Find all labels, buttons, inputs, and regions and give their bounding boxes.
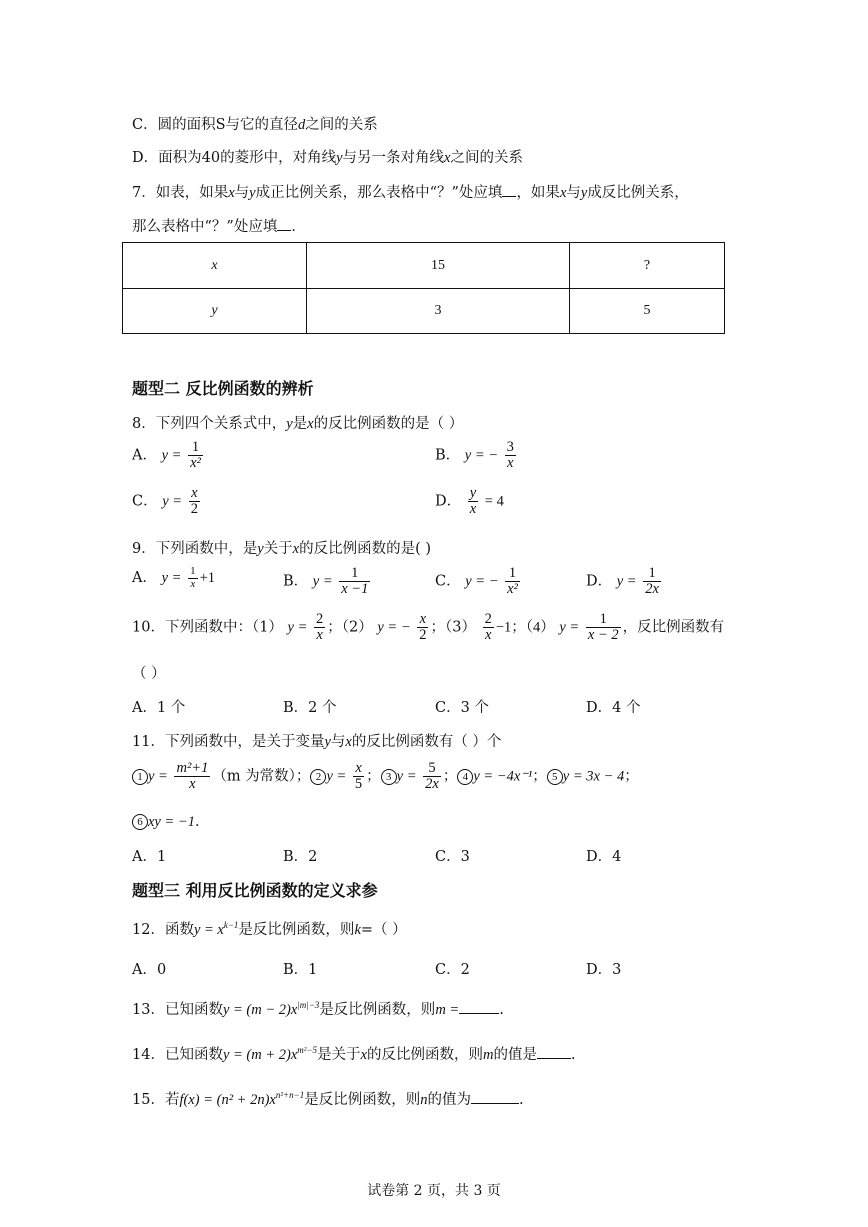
q9-stem-c: 关于 [263, 541, 293, 557]
q10-paren: （ ） [132, 666, 166, 682]
denominator: 2 [419, 627, 427, 644]
option-label: A． [132, 570, 157, 587]
q11-option-d[interactable]: D．4 [586, 849, 622, 865]
q9-stem-e: 的反比例函数的是( ) [299, 541, 432, 557]
q10-stem-a: 10．下列函数中：（1） [132, 619, 283, 636]
denominator: 5 [354, 776, 363, 793]
q7-table [122, 242, 725, 334]
q9-option-b[interactable] [283, 566, 372, 597]
math-lhs: y = − [464, 447, 499, 464]
option-label: B． [435, 447, 461, 464]
math-lhs: y = [326, 768, 347, 785]
circled-number: 5 [547, 769, 563, 785]
var-y: y [257, 541, 264, 557]
q7-line2-text: 那么表格中“？”处应填 [132, 219, 278, 235]
q6-option-d-mid: 与另一条对角线 [342, 150, 445, 166]
var-x: x [307, 416, 314, 432]
q7-text-a: 7．如表，如果 [132, 185, 229, 201]
numerator: x [417, 612, 428, 628]
math-lhs: y = [148, 768, 168, 785]
q8-option-a[interactable] [132, 440, 205, 471]
math-lhs: y = [396, 768, 417, 785]
math-lhs: m = [435, 1002, 460, 1018]
fraction [643, 566, 661, 597]
numerator: m²+1 [176, 760, 209, 776]
denominator: x² [507, 581, 518, 598]
option-label: D． [586, 573, 613, 590]
math-expr: y = −4x⁻¹ [473, 768, 533, 785]
math-rhs: = 4 [484, 493, 504, 510]
math-expr: xy = −1 [148, 814, 195, 830]
q6-option-d-text: D．面积为40的菱形中，对角线 [132, 150, 337, 166]
circled-number: 6 [132, 814, 148, 830]
q12-option-c[interactable]: C．2 [435, 962, 470, 978]
math-expr: y = (m − 2)x [222, 1002, 298, 1018]
q14-stem-d: 的值是 [493, 1047, 537, 1063]
q12-stem-b: 是反比例函数，则 [238, 922, 355, 938]
q15-stem-b: 是反比例函数，则 [304, 1092, 421, 1108]
q14-stem [132, 1043, 576, 1064]
q10-sep2: ；（2） [327, 619, 373, 636]
fraction [174, 761, 210, 792]
q9-stem-a: 9．下列函数中，是 [132, 541, 258, 557]
fraction [189, 486, 200, 517]
numerator: 1 [505, 566, 520, 582]
var-d: d [298, 117, 306, 133]
table-row [123, 289, 725, 334]
q7-stem-line2 [132, 215, 306, 236]
q13-stem-a: 13．已知函数 [132, 1002, 223, 1018]
q6-option-c [132, 113, 378, 134]
q7-text-b: 与 [234, 185, 250, 201]
option-label: A． [132, 447, 157, 464]
var-y: y [336, 150, 343, 166]
q7-text-b2: 与 [566, 185, 581, 201]
numerator: 5 [423, 761, 441, 777]
q12-option-d[interactable]: D．3 [586, 962, 622, 978]
q11-functions-line1 [132, 761, 639, 792]
q8-option-b[interactable] [435, 440, 518, 471]
table-cell: ? [570, 243, 725, 289]
denominator: x − 2 [587, 627, 619, 644]
option-label: B． [283, 573, 309, 590]
exponent: |m|−3 [297, 1000, 320, 1011]
math-expr: y = x [193, 922, 224, 938]
q9-option-c[interactable] [435, 566, 522, 597]
q8-option-c[interactable] [132, 486, 202, 517]
q11-stem-a: 11．下列函数中，是关于变量 [132, 734, 325, 750]
q9-stem [132, 537, 431, 558]
q14-stem-c: 的反比例函数，则 [367, 1047, 483, 1063]
fraction [586, 612, 621, 643]
q10-option-b[interactable]: B．2 个 [283, 700, 337, 716]
q11-note: （m 为常数）； [212, 768, 311, 785]
period: ． [194, 814, 210, 830]
denominator: x [469, 501, 477, 518]
q15-stem-c: 的值为 [427, 1092, 471, 1108]
q10-stem-end: ，反比例函数有 [622, 619, 725, 636]
numerator: 2 [316, 611, 324, 627]
var-n: n [420, 1092, 428, 1108]
q6-option-c-text: C．圆的面积S与它的直径 [132, 117, 299, 133]
numerator: 1 [188, 440, 203, 456]
numerator: 1 [339, 566, 370, 582]
fraction [417, 612, 428, 643]
math-lhs: y = [616, 573, 637, 590]
math-lhs: y = [161, 570, 182, 587]
period: . [499, 1002, 504, 1018]
q9-option-a[interactable] [132, 566, 215, 590]
denominator: x [189, 776, 196, 793]
period: . [570, 1047, 576, 1063]
math-tail: +1 [199, 570, 215, 587]
semicolon: ； [624, 768, 639, 785]
var-x: x [345, 734, 352, 750]
table-cell: 3 [307, 289, 570, 334]
q6-option-c-end: 之间的关系 [305, 117, 378, 133]
q12-stem-c: =（ ） [360, 922, 407, 938]
q11-stem [132, 730, 501, 751]
var-k: k [354, 922, 361, 938]
math-expr: y = (m + 2)x [222, 1047, 298, 1063]
table-row [123, 243, 725, 289]
math-lhs: y = − [377, 619, 411, 636]
q10-option-c[interactable]: C．3 个 [435, 700, 489, 716]
var-y: y [580, 185, 588, 201]
table-cell: x [123, 243, 307, 289]
q15-stem-a: 15．若 [132, 1092, 180, 1108]
denominator: x −1 [341, 581, 369, 598]
q9-option-d[interactable] [586, 566, 663, 597]
exponent: m²−5 [297, 1045, 318, 1056]
math-lhs: y = [559, 619, 580, 636]
option-label: C． [435, 573, 461, 590]
math-lhs: y = [161, 447, 182, 464]
math-lhs: y = [162, 493, 183, 510]
period: . [518, 1092, 524, 1108]
answer-blank[interactable] [471, 1103, 519, 1104]
q8-option-d[interactable] [435, 486, 504, 517]
fraction [188, 440, 203, 471]
q10-option-d[interactable]: D．4 个 [586, 700, 641, 716]
circled-number: 3 [381, 769, 397, 785]
section-heading-3: 题型三 利用反比例函数的定义求参 [132, 881, 378, 900]
semicolon: ； [532, 768, 547, 785]
circled-number: 4 [457, 769, 473, 785]
q7-text-c: 成正比例关系，那么表格中“？”处应填 [255, 185, 503, 201]
numerator: x [353, 761, 364, 777]
q13-stem-b: 是反比例函数，则 [319, 1002, 436, 1018]
q10-stem [132, 612, 724, 643]
q11-option-b[interactable]: B．2 [283, 849, 318, 865]
numerator: y [469, 485, 477, 501]
numerator: 1 [586, 612, 621, 628]
fraction [314, 612, 325, 643]
fraction [353, 761, 364, 792]
q8-stem-c: 的反比例函数的是（ ） [313, 416, 464, 432]
q12-option-b[interactable]: B．1 [283, 962, 318, 978]
option-label: C． [132, 493, 158, 510]
q13-stem [132, 998, 504, 1019]
var-x: x [228, 185, 235, 201]
denominator: x [190, 577, 196, 590]
fraction [505, 440, 516, 471]
fraction [505, 566, 520, 597]
q10-option-a[interactable]: A．1 个 [132, 700, 186, 716]
answer-blank[interactable] [502, 196, 516, 197]
denominator: x² [190, 455, 201, 472]
q7-text-e: 成反比例关系， [587, 185, 689, 201]
numerator: 2 [484, 611, 492, 627]
denominator: 2 [190, 501, 198, 518]
q8-stem [132, 412, 463, 433]
var-x: x [360, 1047, 367, 1063]
q12-option-a[interactable]: A．0 [132, 962, 167, 978]
math-expr: y = 3x − 4 [562, 768, 625, 785]
numerator: x [189, 486, 200, 502]
q12-stem [132, 918, 407, 939]
denominator: x [507, 455, 514, 472]
denominator: x [484, 627, 492, 644]
q7-stem-line1 [132, 181, 689, 202]
table-cell: 15 [307, 243, 570, 289]
math-lhs: y = − [465, 573, 499, 590]
denominator: 2x [645, 581, 659, 598]
q6-option-d [132, 146, 523, 167]
math-expr: f(x) = (n² + 2n)x [179, 1092, 276, 1108]
var-y: y [249, 185, 256, 201]
numerator: 1 [190, 565, 196, 577]
option-label: D． [435, 493, 462, 510]
page-footer: 试卷第 2 页，共 3 页 [367, 1183, 501, 1199]
exponent: k−1 [223, 920, 239, 931]
fraction [483, 612, 494, 643]
q14-stem-a: 14．已知函数 [132, 1047, 223, 1063]
exponent: n²+n−1 [275, 1090, 305, 1101]
var-x: x [292, 541, 300, 557]
q12-stem-a: 12．函数 [132, 922, 194, 938]
fraction [188, 566, 198, 590]
fraction [423, 761, 441, 792]
q10-sep4: −1；（4） [495, 619, 555, 636]
numerator: 1 [643, 566, 661, 582]
q8-stem-b: 是 [292, 416, 308, 432]
q11-stem-b: 与 [330, 734, 346, 750]
q8-stem-a: 8．下列四个关系式中， [132, 416, 287, 432]
answer-blank[interactable] [537, 1058, 571, 1059]
semicolon: ； [366, 768, 381, 785]
q11-option-c[interactable]: C．3 [435, 849, 470, 865]
denominator: x [316, 627, 323, 644]
circled-number: 2 [310, 769, 326, 785]
var-y: y [286, 416, 293, 432]
q6-option-d-end: 之间的关系 [450, 150, 523, 166]
q10-sep3: ；（3） [430, 619, 476, 636]
math-lhs: y = [287, 619, 308, 636]
numerator: 3 [506, 439, 514, 455]
var-x: x [444, 150, 451, 166]
fraction [339, 566, 370, 597]
q7-end: ． [291, 219, 306, 235]
var-x: x [559, 185, 567, 201]
denominator: 2x [425, 776, 439, 793]
q7-text-d: ，如果 [516, 185, 560, 201]
q15-stem [132, 1088, 524, 1109]
answer-blank[interactable] [459, 1013, 499, 1014]
q11-stem-c: 的反比例函数有（ ）个 [351, 734, 502, 750]
var-m: m [483, 1047, 494, 1063]
table-cell: 5 [570, 289, 725, 334]
fraction [468, 486, 478, 517]
section-heading-2: 题型二 反比例函数的辨析 [132, 379, 314, 398]
var-y: y [324, 734, 331, 750]
q11-functions-line2 [132, 810, 209, 831]
table-cell: y [123, 289, 307, 334]
semicolon: ； [442, 768, 458, 785]
answer-blank[interactable] [277, 230, 291, 231]
circled-number: 1 [132, 769, 148, 785]
math-lhs: y = [312, 573, 333, 590]
q14-stem-b: 是关于 [317, 1047, 361, 1063]
q11-option-a[interactable]: A．1 [132, 849, 167, 865]
